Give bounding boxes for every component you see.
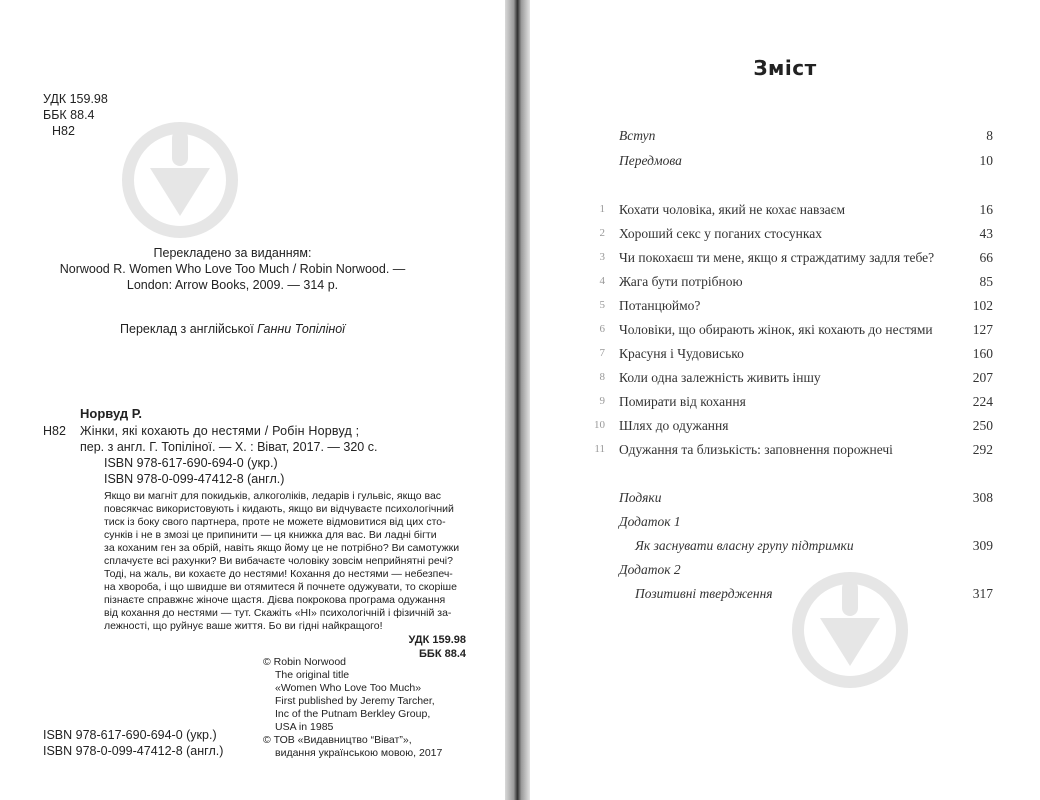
chapter-number: 5 [599,299,605,311]
author-mark: Н82 [52,124,75,138]
toc-entry-chapter-3[interactable] [593,250,993,270]
toc-entry-chapter-8[interactable] [593,370,993,390]
toc-entry-intro[interactable] [593,128,993,148]
annotation-line: сунків і не в змозі це припинити — ця книжка для вас. Ви ладні бігти [104,529,437,541]
toc-entry-title: Чи покохаєш ти мене, якщо я страждатиму задля тебе? [619,250,935,265]
annotation-line: за коханим ген за обрій, навіть якщо йому це не потрібно? Ви самотужки [104,542,460,554]
toc-entry-title: Подяки [619,490,662,505]
annotation-line: тиск із боку свого партнера, проте не можете відмовитися від цих сто- [104,516,446,528]
toc-entry-title: Коли одна залежність живить іншу [619,370,821,385]
toc-entry-chapter-10[interactable] [593,418,993,438]
toc-entry-preface[interactable] [593,153,993,173]
chapter-number: 6 [599,323,605,335]
annotation-line: сплачуєте всі рахунки? Ви вибачаєте чоловіку зовсім неприйнятні речі? [104,555,453,567]
copyright-line: Inc of the Putnam Berkley Group, [275,708,431,720]
isbn-footer-ukr: ISBN 978-617-690-694-0 (укр.) [43,728,217,742]
annotation-line: повсякчас використовують і кидають, якщо ви відчуваєте психологічний [104,503,454,515]
copyright-line: The original title [275,669,350,681]
toc-entry-title: Передмова [619,153,682,168]
copyright-line: © Robin Norwood [263,656,347,668]
copyright-line: First published by Jeremy Tarcher, [275,695,435,707]
translator-credit [0,322,465,338]
copyright-block [263,656,442,760]
cutter-number: Н82 [43,424,66,438]
toc-entry-chapter-5[interactable] [593,298,993,318]
toc-entry-page: 207 [972,370,993,385]
toc-entry-chapter-2[interactable] [593,226,993,246]
toc-entry-acknowledgements[interactable] [593,490,993,510]
toc-entry-title: Як заснувати власну групу підтримки [635,538,854,553]
toc-entry-title: Красуня і Чудовисько [619,346,744,361]
chapter-number: 10 [594,419,605,431]
toc-entry-title: Позитивні твердження [635,586,773,601]
bbk-code: ББК 88.4 [43,108,95,122]
toc-heading: Зміст [753,56,817,80]
toc-entry-page: 102 [972,298,993,313]
chapter-number: 9 [599,395,605,407]
toc-entry-page: 16 [979,202,993,217]
translator-name: Ганни Топіліної [257,322,345,336]
chapter-number: 1 [599,203,605,215]
original-edition: Norwood R. Women Who Love Too Much / Robin Norwood. — [59,262,406,276]
chapter-number: 7 [599,347,605,359]
copyright-line: © ТОВ «Видавництво “Віват”», [263,734,412,746]
annotation-line: пізнаєте справжнє жіноче щастя. Дієва покрокова програма одужання [104,594,446,606]
toc-entry-title: Додаток 1 [619,514,681,529]
toc-entry-page: 309 [972,538,993,553]
isbn-ukr: ISBN 978-617-690-694-0 (укр.) [104,456,278,470]
toc-entry-support-group[interactable] [593,538,993,558]
book-title-entry: Жінки, які кохають до нестями / Робін Норвуд ; [80,424,360,438]
toc-entry-title: Хороший секс у поганих стосунках [619,226,822,241]
annotation [104,490,459,633]
toc-entry-title: Кохати чоловіка, який не кохає навзаєм [619,202,845,217]
toc-entry-page: 85 [979,274,993,289]
toc-entry-affirmations[interactable] [593,586,993,606]
toc-entry-title: Жага бути потрібною [619,274,743,289]
watermark-download-icon [120,120,240,240]
toc-entry-page: 317 [972,586,993,601]
toc-entry-page: 10 [979,153,993,168]
copyright-line: «Women Who Love Too Much» [275,682,422,694]
annotation-line: лежності, що руйнує ваше життя. Бо ви гідні найкращого! [104,620,383,632]
toc-entry-page: 43 [979,226,993,241]
toc-entry-title: Шлях до одужання [619,418,729,433]
chapter-number: 4 [599,275,605,287]
copyright-line: видання українською мовою, 2017 [275,747,443,759]
isbn-eng: ISBN 978-0-099-47412-8 (англ.) [104,472,285,486]
toc-entry-title: Додаток 2 [619,562,681,577]
right-page [530,0,1040,800]
chapter-number: 3 [599,251,605,263]
toc-entry-page: 250 [972,418,993,433]
toc-entry-chapter-6[interactable] [593,322,993,342]
annotation-line: на хвороба, і що швидше ви отямитеся й почнете одужувати, то скоріше [104,581,457,593]
toc-entry-chapter-7[interactable] [593,346,993,366]
udk-repeat: УДК 159.98 [408,634,466,646]
toc-entry-page: 8 [986,128,993,143]
left-page [0,0,505,800]
toc-entry-title: Одужання та близькість: заповнення порожнечі [619,442,893,457]
toc-entry-page: 308 [972,490,993,505]
toc-entry-chapter-11[interactable] [593,442,993,462]
toc-entry-title: Помирати від кохання [619,394,746,409]
toc-entry-title: Чоловіки, що обирають жінок, які кохають до нестями [619,322,933,337]
toc-entry-page: 66 [979,250,993,265]
toc-entry-appendix-1[interactable] [593,514,993,534]
toc-entry-page: 127 [972,322,993,337]
chapter-number: 8 [599,371,605,383]
translated-from-label: Перекладено за виданням: [153,246,312,260]
isbn-footer-eng: ISBN 978-0-099-47412-8 (англ.) [43,744,224,758]
toc-entry-chapter-1[interactable] [593,202,993,222]
translator-prefix: Переклад з англійської [120,322,258,336]
annotation-line: Якщо ви магніт для покидьків, алкоголіків, ледарів і гульвіс, якщо вас [104,490,442,502]
annotation-line: Тоді, на жаль, ви кохаєте до нестями! Кохання до нестями — небезпеч- [104,568,453,580]
bbk-repeat: ББК 88.4 [419,648,466,660]
chapter-number: 2 [599,227,605,239]
toc-entry-chapter-9[interactable] [593,394,993,414]
chapter-number: 11 [594,443,605,455]
toc-entry-page: 224 [972,394,993,409]
toc-entry-appendix-2[interactable] [593,562,993,582]
author-heading: Норвуд Р. [80,406,143,421]
book-gutter [505,0,530,800]
toc-entry-title: Вступ [619,128,656,143]
annotation-line: від кохання до нестями — тут. Скажіть «НІ» психологічній і фізичній за- [104,607,452,619]
udk-code: УДК 159.98 [43,92,108,106]
translation-entry: пер. з англ. Г. Топіліної. — Х. : Віват, 2017. — 320 с. [80,440,378,454]
toc-entry-page: 292 [972,442,993,457]
toc-entry-page: 160 [972,346,993,361]
toc-entry-title: Потанцюймо? [619,298,701,313]
toc-entry-chapter-4[interactable] [593,274,993,294]
copyright-line: USA in 1985 [275,721,334,733]
original-publisher: London: Arrow Books, 2009. — 314 p. [126,278,339,292]
